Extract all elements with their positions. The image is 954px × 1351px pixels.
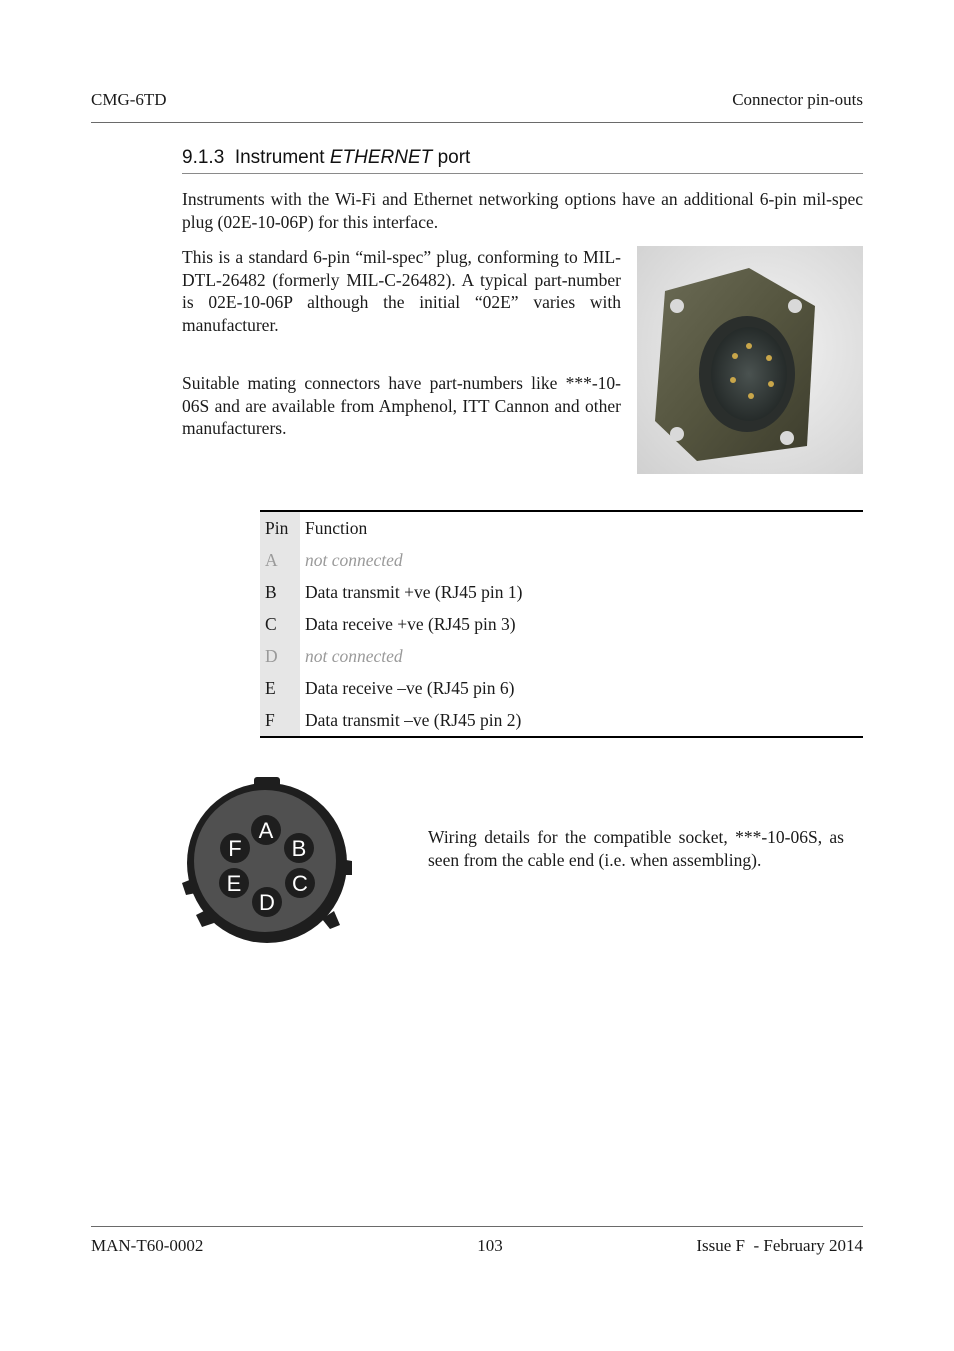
socket-pin-B <box>284 833 314 863</box>
table-row <box>260 640 863 672</box>
socket-pin-label-e: E <box>226 871 242 896</box>
table-row <box>260 544 863 576</box>
header-rule <box>91 122 863 123</box>
socket-pin-A <box>251 815 281 845</box>
function-cell: Data transmit +ve (RJ45 pin 1) <box>305 581 523 602</box>
pin-cell: D <box>260 640 300 672</box>
function-cell: Data transmit –ve (RJ45 pin 2) <box>305 709 522 730</box>
section-title-prefix: Instrument <box>234 147 325 168</box>
function-cell: Data receive –ve (RJ45 pin 6) <box>305 677 515 698</box>
pin-cell: B <box>260 576 300 608</box>
table-row <box>260 576 863 608</box>
heading-rule <box>182 173 863 174</box>
standard-paragraph: This is a standard 6-pin “mil-spec” plug, conforming to MIL-DTL-26482 (formerly MIL-C-26482). A typical part-number is 02E-10-06P although the initial “02E” varies with manufacturer. <box>182 247 621 335</box>
socket-pin-F <box>220 833 250 863</box>
pin-table <box>260 510 863 738</box>
connector-photo <box>637 246 863 474</box>
table-row <box>260 672 863 704</box>
mating-paragraph: Suitable mating connectors have part-numbers like ***-10-06S and are available from Amphenol, ITT Cannon and other manufacturers. <box>182 373 621 439</box>
section-title-emph: ETHERNET <box>329 147 433 168</box>
function-cell: not connected <box>305 549 403 570</box>
header-left: CMG-6TD <box>91 90 167 109</box>
intro-paragraph: Instruments with the Wi-Fi and Ethernet networking options have an additional 6-pin mil-spec plug (02E-10-06P) for this interface. <box>182 189 863 232</box>
section-title-suffix: port <box>437 147 471 168</box>
section-number: 9.1.3 <box>182 147 225 168</box>
table-row <box>260 704 863 737</box>
table-row <box>260 608 863 640</box>
socket-pin-D <box>252 887 282 917</box>
socket-pin-label-d: D <box>259 890 275 915</box>
pin-cell: E <box>260 672 300 704</box>
pin-cell: A <box>260 544 300 576</box>
socket-pin-label-f: F <box>228 836 242 861</box>
pin-cell: F <box>260 704 300 737</box>
socket-diagram <box>180 775 355 947</box>
wiring-paragraph: Wiring details for the compatible socket, ***-10-06S, as seen from the cable end (i.e. when assembling). <box>428 827 844 870</box>
section-heading <box>182 147 470 169</box>
socket-pin-label-b: B <box>291 836 307 861</box>
footer-left: MAN-T60-0002 <box>91 1236 204 1255</box>
function-cell: not connected <box>305 645 403 666</box>
socket-pin-E <box>219 868 249 898</box>
function-column-header: Function <box>305 517 368 538</box>
socket-pin-label-c: C <box>292 871 308 896</box>
table-header-row <box>260 511 863 544</box>
page-number: 103 <box>477 1236 503 1255</box>
header-right: Connector pin-outs <box>732 90 863 109</box>
socket-pin-C <box>285 868 315 898</box>
pin-cell: C <box>260 608 300 640</box>
socket-pin-label-a: A <box>258 818 274 843</box>
footer-rule <box>91 1226 863 1227</box>
footer-right: Issue F - February 2014 <box>696 1236 863 1255</box>
pin-column-header: Pin <box>260 511 300 544</box>
function-cell: Data receive +ve (RJ45 pin 3) <box>305 613 516 634</box>
